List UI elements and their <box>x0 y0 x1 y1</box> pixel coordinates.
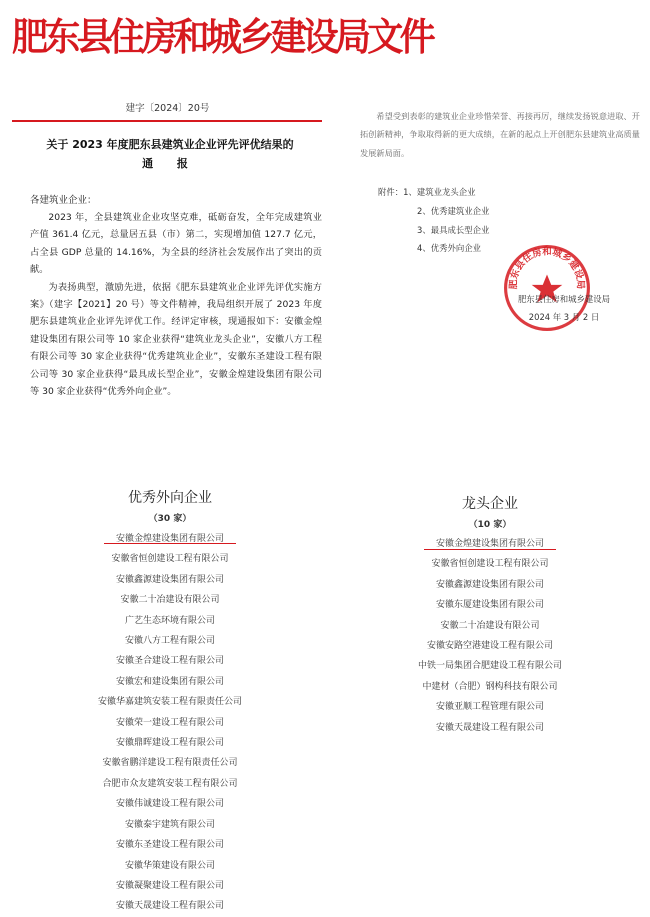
leader-list-title: 龙头企业 <box>462 496 518 512</box>
list-item: 广艺生态环境有限公司 <box>124 615 215 626</box>
highlight-underline <box>104 543 236 544</box>
closing-paragraph-block <box>360 107 640 162</box>
notice-body <box>30 209 322 400</box>
list-item: 安徽华策建设有限公司 <box>124 860 215 871</box>
list-item: 安徽二十冶建设有限公司 <box>440 620 540 631</box>
outward-list-count: （30 家） <box>148 514 192 524</box>
list-item: 安徽安路空港建设工程有限公司 <box>426 641 553 652</box>
list-item: 安徽凝聚建设工程有限公司 <box>115 880 224 891</box>
body-paragraph-2: 为表扬典型，激励先进，依据《肥东县建筑业企业评先评优实施方案》（建字【2021】20 号）等文件精神，我局组织开展了 2023 年度肥东县建筑业企业评先评优工作。经评定审核，现通报如下：安徽金煌建设集团有限公司等 10 家企业获得“建筑业龙头企业”，安徽八方工程有限公司等 30 家企业获得“优秀建筑业企业”，安徽东圣建设工程有限公司等 30 家企业获得“最具成长型企业”，安徽金煌建设集团有限公司等 30 家企业获得“优秀外向企业”。 <box>30 281 322 398</box>
leader-list-count: （10 家） <box>468 520 512 530</box>
attachments-label: 附件： <box>378 187 404 197</box>
list-item: 安徽省恒创建设工程有限公司 <box>111 554 229 565</box>
attachment-item: 1、建筑业龙头企业 <box>403 187 476 197</box>
outward-company-list <box>40 529 300 917</box>
list-item: 安徽东圣建设工程有限公司 <box>115 840 224 851</box>
notice-title: 关于 2023 年度肥东县建筑业企业评先评优结果的 <box>46 138 294 151</box>
attachments-list <box>378 183 489 258</box>
list-item: 中建材（合肥）钢构科技有限公司 <box>422 681 558 692</box>
list-item: 安徽金煌建设集团有限公司 <box>115 534 224 544</box>
notice-subtitle: 通 报 <box>142 157 198 170</box>
leader-company-list <box>360 534 620 738</box>
list-item: 中铁一局集团合肥建设工程有限公司 <box>417 661 562 672</box>
list-item: 安徽泰宇建筑有限公司 <box>124 819 215 830</box>
list-item: 安徽天晟建设工程有限公司 <box>435 722 544 733</box>
list-item: 安徽省恒创建设工程有限公司 <box>431 559 549 570</box>
document-header-title: 肥东县住房和城乡建设局文件 <box>12 14 432 59</box>
header-divider <box>12 120 322 122</box>
signature-date: 2024 年 3 月 2 日 <box>528 312 600 322</box>
document-number: 建字〔2024〕20号 <box>125 103 210 114</box>
closing-paragraph: 希望受到表彰的建筑业企业珍惜荣誉、再接再厉，继续发扬锐意进取、开拓创新精神，争取取得新的更大成绩，在新的起点上开创肥东县建筑业高质量发展新局面。 <box>360 111 640 158</box>
list-item: 安徽荣一建设工程有限公司 <box>115 717 224 728</box>
list-item: 安徽鑫源建设集团有限公司 <box>115 574 224 585</box>
outward-list-title: 优秀外向企业 <box>128 490 212 506</box>
list-item: 安徽天晟建设工程有限公司 <box>115 901 224 912</box>
list-item: 安徽鼎晖建设工程有限公司 <box>115 738 224 749</box>
list-item: 安徽八方工程有限公司 <box>124 636 215 647</box>
list-item: 安徽省鹏洋建设工程有限责任公司 <box>102 758 238 769</box>
svg-text:肥东县住房和城乡建设局: 肥东县住房和城乡建设局 <box>508 246 586 290</box>
signature-org: 肥东县住房和城乡建设局 <box>517 294 611 304</box>
list-item: 安徽金煌建设集团有限公司 <box>435 539 544 549</box>
list-item: 安徽鑫源建设集团有限公司 <box>435 579 544 590</box>
list-item: 安徽亚顺工程管理有限公司 <box>435 702 544 713</box>
attachment-item: 3、最具成长型企业 <box>417 224 490 235</box>
list-item: 安徽伟诚建设工程有限公司 <box>115 799 224 810</box>
salutation: 各建筑业企业： <box>30 195 97 206</box>
body-paragraph-1: 2023 年，全县建筑业企业攻坚克难，砥砺奋发，全年完成建筑业产值 361.4 亿元，总量居五县（市）第二，实现增加值 127.7 亿元，占全县 GDP 总量的 14.16%，为全县的经济社会发展作出了突出的贡献。 <box>30 212 322 276</box>
list-item: 安徽华嘉建筑安装工程有限责任公司 <box>97 697 242 708</box>
attachment-item: 2、优秀建筑业企业 <box>417 205 490 216</box>
attachment-item: 4、优秀外向企业 <box>417 243 481 254</box>
signature-block <box>500 290 628 326</box>
list-item: 安徽圣合建设工程有限公司 <box>115 656 224 667</box>
list-item: 安徽宏和建设集团有限公司 <box>115 676 224 687</box>
list-item: 安徽东厦建设集团有限公司 <box>435 600 544 611</box>
list-item: 合肥市众友建筑安装工程有限公司 <box>102 778 238 789</box>
highlight-underline <box>424 549 556 550</box>
list-item: 安徽二十冶建设有限公司 <box>120 595 220 606</box>
